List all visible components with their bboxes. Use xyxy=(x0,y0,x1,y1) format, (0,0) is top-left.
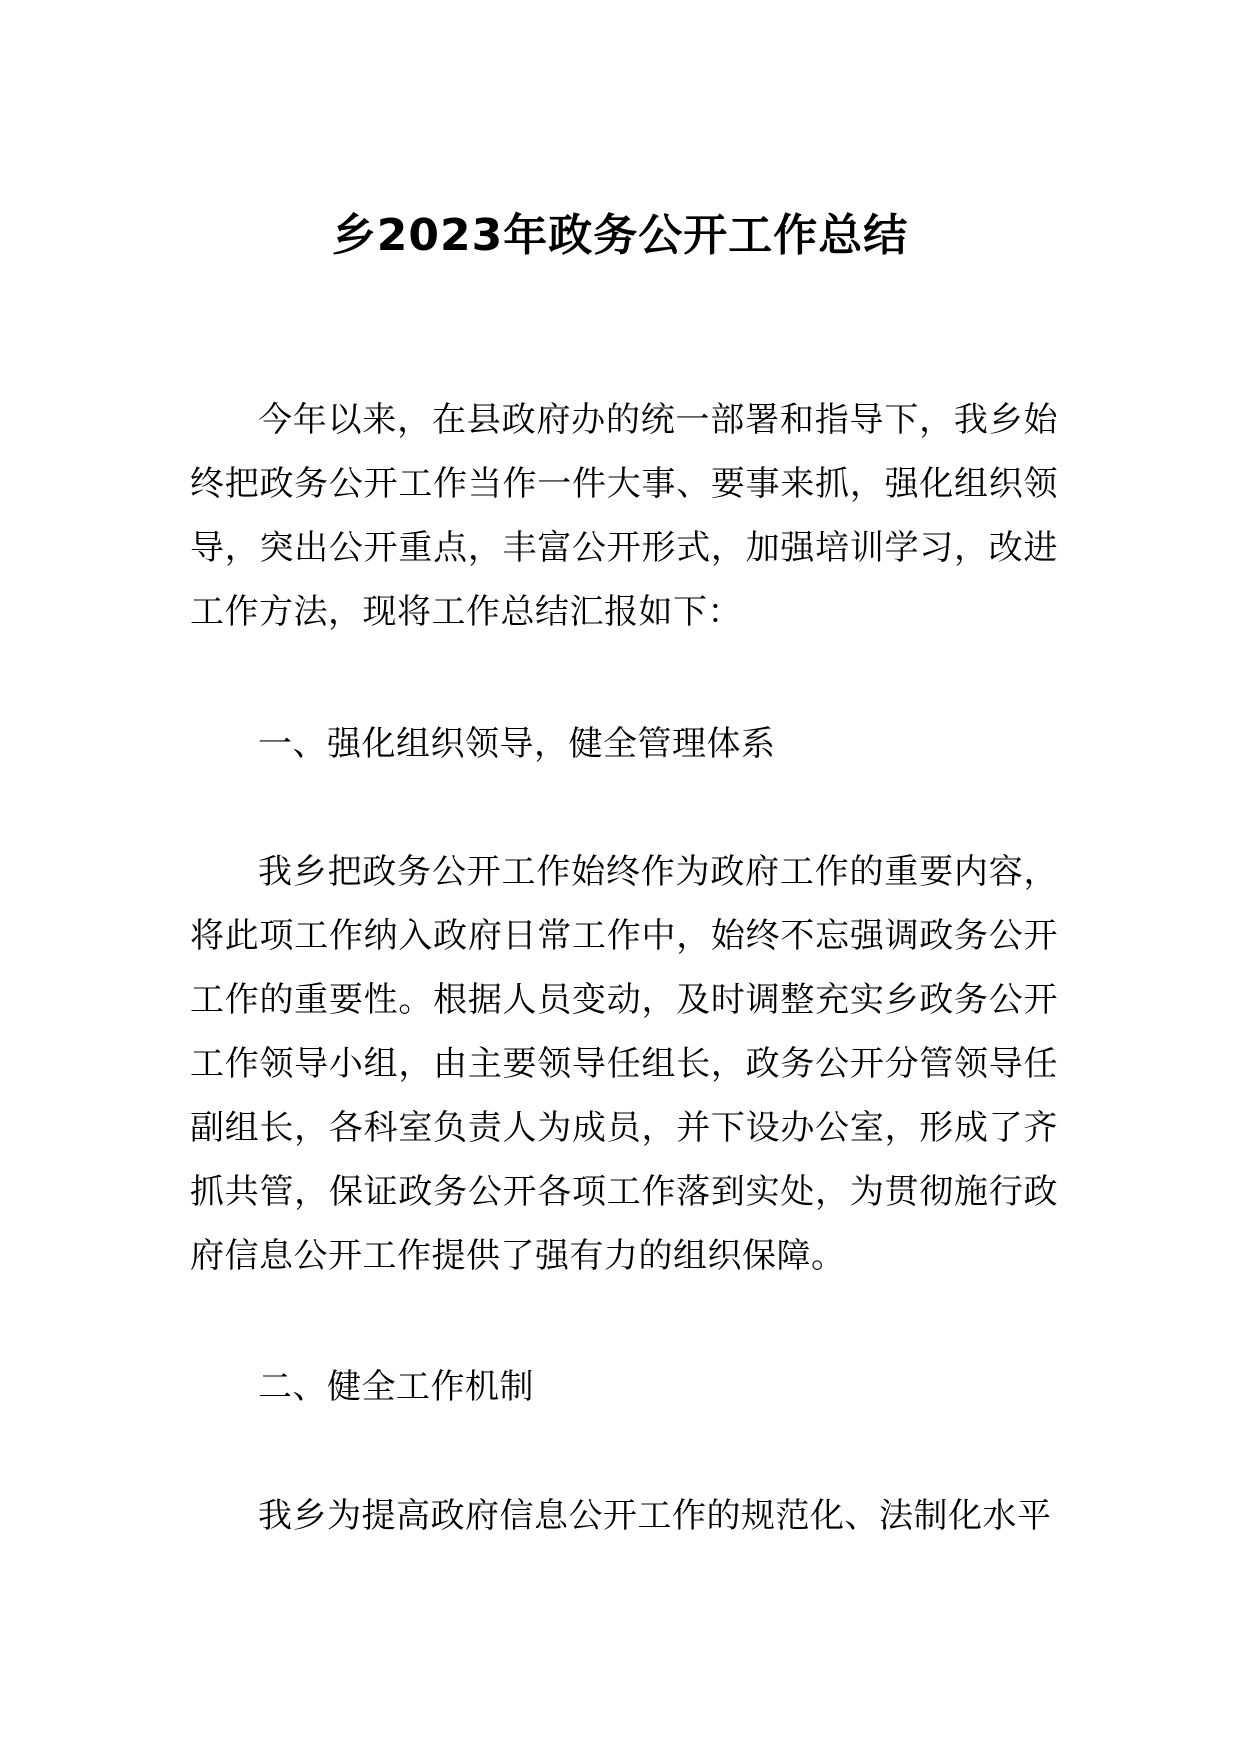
section-heading-1: 一、强化组织领导，健全管理体系 xyxy=(258,724,776,764)
section-1-paragraph: 我乡把政务公开工作始终作为政府工作的重要内容，将此项工作纳入政府日常工作中，始终不忘强调政务公开工作的重要性。根据人员变动，及时调整充实乡政务公开工作领导小组，由主要领导任组长，政务公开分管领导任副组长，各科室负责人为成员，并下设办公室，形成了齐抓共管，保证政务公开各项工作落到实处，为贯彻施行政府信息公开工作提供了强有力的组织保障。 xyxy=(190,852,1058,1276)
section-2-paragraph: 我乡为提高政府信息公开工作的规范化、法制化水平 xyxy=(258,1496,1052,1536)
section-heading-2: 二、健全工作机制 xyxy=(258,1367,534,1407)
intro-paragraph: 今年以来，在县政府办的统一部署和指导下，我乡始终把政务公开工作当作一件大事、要事来抓，强化组织领导，突出公开重点，丰富公开形式，加强培训学习，改进工作方法，现将工作总结汇报如下： xyxy=(190,400,1058,632)
document-title: 乡2023年政务公开工作总结 xyxy=(331,210,909,261)
